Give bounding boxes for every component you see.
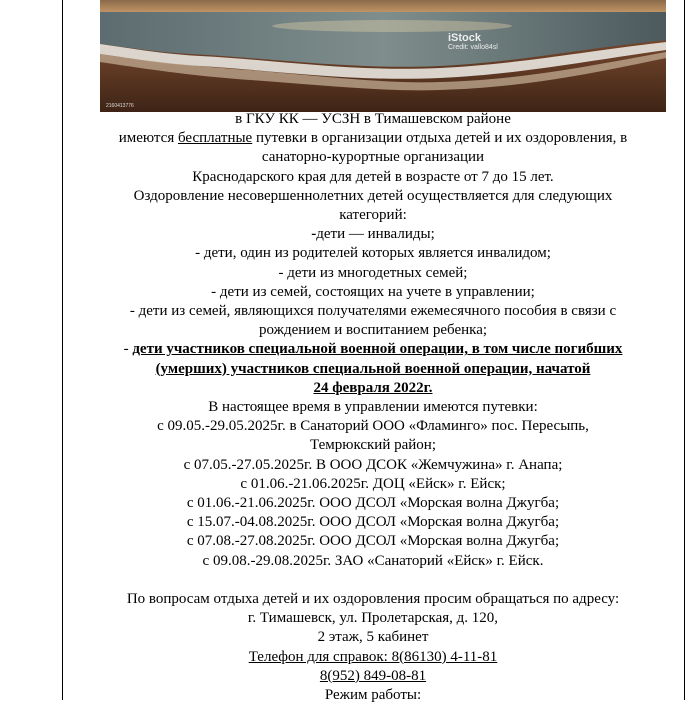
text-line: - дети из семей, являющихся получателями ежемесячного пособия в связи с (129, 303, 617, 320)
photo-credit: Credit: vallo84sl (448, 44, 498, 51)
text-line: Темрюкский район; (310, 437, 436, 454)
text-line: с 09.05.-29.05.2025г. в Санаторий ООО «Фламинго» пос. Пересыпь, (157, 418, 589, 435)
text-line: -дети — инвалиды; (311, 226, 435, 243)
text-line: рождением и воспитанием ребенка; (258, 322, 488, 339)
text-line: с 01.06.-21.06.2025г. ДОЦ «Ейск» г. Ейск; (240, 475, 506, 492)
text-line: Краснодарского края для детей в возрасте от 7 до 15 лет. (192, 168, 554, 185)
text-line: - дети из многодетных семей; (278, 264, 468, 281)
text-line: санаторно-курортные организации (261, 149, 485, 166)
notice-text (62, 110, 684, 705)
text-line: с 07.05.-27.05.2025г. В ООО ДСОК «Жемчужина» г. Анапа; (183, 456, 563, 473)
page-border-right (684, 0, 685, 700)
text-line: с 15.07.-04.08.2025г. ООО ДСОЛ «Морская волна Джугба; (186, 514, 560, 531)
phone-line: Телефон для справок: 8(86130) 4-11-81 (248, 648, 498, 665)
phone-line: 8(952) 849-08-81 (319, 667, 427, 684)
text-line: с 01.06.-21.06.2025г. ООО ДСОЛ «Морская волна Джугба; (186, 495, 560, 512)
text-line: 24 февраля 2022г. (313, 379, 433, 396)
text-line: с 09.08.-29.08.2025г. ЗАО «Санаторий «Ейск» г. Ейск. (202, 552, 544, 569)
photo-id: 2160413776 (106, 103, 134, 109)
text-line: - дети участников специальной военной операции, в том числе погибших (123, 341, 623, 358)
text-line: имеются бесплатные путевки в организации отдыха детей и их оздоровления, в (118, 130, 628, 147)
text-line: 2 этаж, 5 кабинет (317, 629, 429, 646)
istock-watermark: iStock (448, 32, 482, 44)
text-line: - дети, один из родителей которых является инвалидом; (195, 245, 551, 262)
text-line: в ГКУ КК — УСЗН в Тимашевском районе (235, 111, 511, 127)
text-line: Режим работы: (324, 687, 422, 704)
text-line: В настоящее время в управлении имеются путевки: (208, 399, 538, 416)
text-line: (умерших) участников специальной военной операции, начатой (155, 360, 591, 377)
beach-photo (100, 0, 666, 112)
text-line: г. Тимашевск, ул. Пролетарская, д. 120, (247, 610, 499, 627)
text-line: По вопросам отдыха детей и их оздоровления просим обращаться по адресу: (126, 591, 620, 608)
text-line: - дети из семей, состоящих на учете в управлении; (211, 283, 535, 300)
text-line: с 07.08.-27.08.2025г. ООО ДСОЛ «Морская волна Джугба; (186, 533, 560, 550)
text-line: категорий: (339, 207, 407, 224)
text-line: Оздоровление несовершеннолетних детей осуществляется для следующих (133, 187, 613, 204)
